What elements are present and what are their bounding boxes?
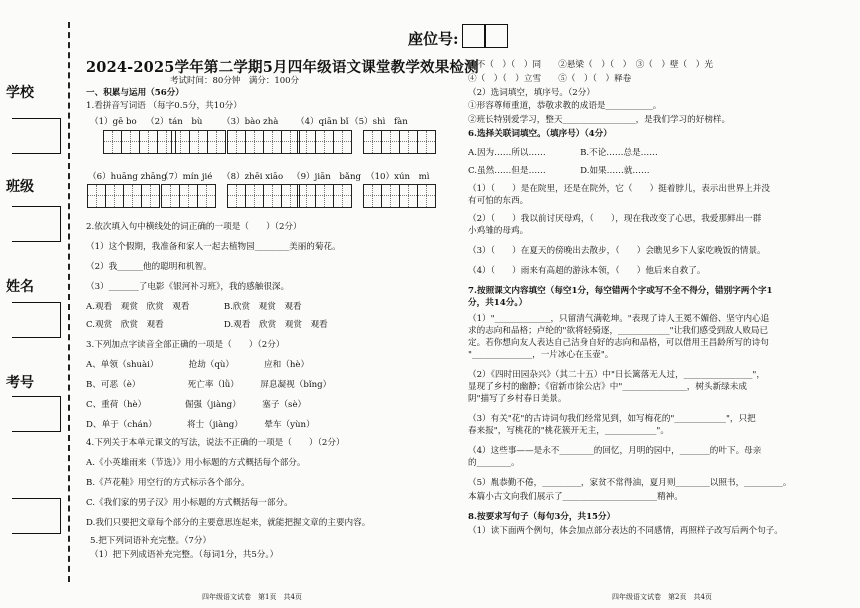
q2-option-ab: A.观看 观赏 欣赏 观看 B.欣赏 观赏 观看 [86, 302, 302, 312]
answer-grid-3[interactable] [228, 130, 300, 154]
q7-item-1-l4: "______________，一片冰心在玉壶"。 [468, 350, 614, 360]
footer-left: 四年级语文试卷 第1页 共4页 [202, 593, 302, 601]
class-label: 班级 [6, 179, 34, 195]
seat-box-1[interactable] [462, 24, 486, 48]
q7-item-5-l2: 本篇小古文向我们展示了______________________精神。 [468, 492, 683, 502]
pinyin-5: （5）shì fàn [350, 117, 408, 127]
answer-grid-8[interactable] [228, 184, 300, 208]
q6-item-4: （4）（ ）雨来有高超的游泳本领，（ ）他后来自救了。 [468, 266, 706, 276]
q7-item-1-l2: 求的志向和品格；卢纶的"欲将轻骑逐，____________"让我们感受到敌人败局已 [468, 326, 769, 336]
q1-heading: 1.看拼音写词语 （每字0.5分，共10分） [86, 101, 242, 111]
q2-heading: 2.依次填入句中横线处的词正确的一项是（ ）（2分） [86, 222, 302, 232]
pinyin-7: （7）mín jié [160, 172, 213, 182]
idiom-row-1: ①不（ ）（ ）同 ②悬梁（ ）（ ） ③（ ）壁（ ）光 [468, 60, 713, 70]
q5-heading: 5.把下列词语补充完整。（7分） [90, 536, 212, 546]
q8-item-1: （1）读下面两个例句，体会加点部分表达的不同感情，再照样子改写后两个句子。 [468, 526, 783, 536]
q6-options-cd: C.虽然……但是…… D.如果……就…… [468, 166, 650, 176]
q6-item-1: （1）（ ）是在院里，还是在院外，它（ ）挺着脖儿，表示出世界上并没 [468, 184, 770, 194]
q4-option-d: D.我们只要把文章每个部分的主要意思连起来，就能把握文章的主要内容。 [86, 518, 371, 528]
q3-option-b: B、可恶（è） 死亡率（lǜ） 屏息凝视（bǐng） [86, 380, 332, 390]
q6-item-2: （2）（ ）我以前讨厌母鸡，（ ），现在我改变了心思，我爱那鲜出一群 [468, 214, 762, 224]
q5-sub-2-item-2: ②班长特别爱学习，整天_________________，是我们学习的好榜样。 [468, 115, 731, 125]
answer-grid-5[interactable] [364, 130, 436, 154]
school-label: 学校 [6, 85, 34, 101]
exam-subtitle: 考试时间：80分钟 满分：100分 [170, 76, 300, 86]
q7-item-3-l2: 春来报"，写桃花的"桃花簇开无主，____________"。 [468, 426, 669, 436]
q7-item-3: （3）有关"花"的古诗词句我们经常见到，如写梅花的"____________"，只把 [468, 414, 756, 424]
section-1-heading: 一、积累与运用（56分） [86, 88, 184, 98]
q7-item-2-l3: 阴"描写了乡村春日美景。 [468, 394, 567, 404]
q6-item-3: （3）（ ）在夏天的傍晚出去散步，（ ）会瞧见乡下人家吃晚饭的情景。 [468, 246, 766, 256]
answer-grid-9[interactable] [298, 184, 352, 208]
q4-heading: 4.下列关于本单元课文的写法，说法不正确的一项是（ ）（2分） [86, 438, 345, 448]
answer-grid-6[interactable] [88, 184, 160, 208]
q6-item-1-cont: 有可怕的东西。 [468, 196, 529, 206]
q6-heading: 6.选择关联词填空。（填序号）（4分） [468, 129, 612, 139]
q2-item-3: （3）_______了电影《银河补习班》，我的感触很深。 [86, 282, 290, 292]
pinyin-4: （4）qiān bǐ [296, 117, 349, 127]
pinyin-8: （8）zhēi xiāo [222, 172, 284, 182]
pinyin-2: （2）tán bù [146, 117, 203, 127]
q7-heading-cont: 分，共14分。） [468, 298, 528, 308]
answer-grid-2[interactable] [172, 130, 226, 154]
q2-item-2: （2）我______他的聪明和机智。 [86, 262, 212, 272]
q5-sub-2-item-1: ①形容尊师重道，恭敬求教的成语是___________。 [468, 101, 662, 111]
q3-option-d: D、单于（chán） 将士（jiàng） 晕车（yùn） [86, 420, 315, 430]
seat-box-2[interactable] [484, 24, 508, 48]
extra-box[interactable] [12, 498, 61, 534]
number-label: 考号 [6, 375, 34, 391]
q7-heading: 7.按照课文内容填空（每空1分，每空错两个字或写不全不得分，错别字两个字1 [468, 286, 773, 296]
q3-option-a: A、单领（shuài） 抢劫（qù） 应和（hè） [86, 360, 310, 370]
name-box[interactable] [12, 302, 61, 338]
answer-grid-4[interactable] [298, 130, 352, 154]
q7-item-2: （2）《四时田园杂兴》（其二十五）中"日长篱落无人过，________________"， [468, 370, 765, 380]
q3-option-c: C、重荷（hè） 倔强（jiàng） 塞子（sè） [86, 400, 307, 410]
answer-grid-7[interactable] [162, 184, 216, 208]
footer-right: 四年级语文试卷 第2页 共4页 [612, 593, 712, 601]
pinyin-6: （6）huāng zhāng [88, 172, 167, 182]
idiom-row-2: ④（ ）（ ）立雪 ⑤（ ）（ ）释卷 [468, 74, 632, 84]
pinyin-3: （3）bào zhà [222, 117, 279, 127]
q6-options-ab: A.因为……所以…… B.不论……总是…… [468, 148, 658, 158]
q7-item-5: （5）胤恭勤不倦，_________，家贫不常得油，夏月则________以照书，_________。 [468, 478, 792, 488]
pinyin-1: （1）gē bo [90, 117, 137, 127]
q5-sub-1: （1）把下列成语补充完整。（每词1分，共5分。） [90, 550, 279, 560]
school-box[interactable] [12, 118, 61, 154]
pinyin-10: （10）xún mì [366, 172, 430, 182]
q4-option-a: A.《小英雄雨来（节选）》用小标题的方式概括每个部分。 [86, 458, 306, 468]
seat-label: 座位号: [408, 30, 459, 48]
name-label: 姓名 [6, 279, 34, 295]
answer-grid-1[interactable] [104, 130, 176, 154]
q7-item-4: （4）这些事——是永不________的回忆，月明的园中，_______的叶下。母亲 [468, 446, 762, 456]
q8-heading: 8.按要求写句子（每句3分，共15分） [468, 512, 616, 522]
q6-item-2-cont: 小鸡雏的母鸡。 [468, 226, 529, 236]
exam-title: 2024-2025学年第二学期5月四年级语文课堂教学效果检测 [86, 59, 479, 76]
q3-heading: 3.下列加点字读音全部正确的一项是（ ）（2分） [86, 340, 285, 350]
answer-grid-10[interactable] [364, 184, 436, 208]
q2-item-1: （1）这个假期，我准备和家人一起去植物园________美丽的菊花。 [86, 242, 341, 252]
q7-item-1-l3: 定。若你想向友人表达自己洁身自好的志向和品格，可以借用王昌龄所写的诗句 [468, 338, 769, 348]
number-box[interactable] [12, 396, 61, 432]
q4-option-b: B.《芦花鞋》用空行的方式标示各个部分。 [86, 478, 250, 488]
q7-item-1: （1）"_____________，只留清气满乾坤。"表现了诗人王冕不媚俗、坚守内心追 [468, 314, 770, 324]
q5-sub-2: （2）选词填空，填序号。（2分） [468, 88, 595, 98]
q2-option-cd: C.观赏 欣赏 观看 D.观看 欣赏 观赏 观看 [86, 320, 328, 330]
class-box[interactable] [12, 206, 61, 242]
binding-line [68, 22, 70, 582]
q7-item-2-l2: 显现了乡村的幽静；《宿新市徐公店》中"_______________，树头新绿未成 [468, 382, 747, 392]
q7-item-4-l2: 的________。 [468, 458, 520, 468]
q4-option-c: C.《我们家的男子汉》用小标题的方式概括每一部分。 [86, 498, 293, 508]
pinyin-9: （9）jiān bǎng [292, 172, 361, 182]
